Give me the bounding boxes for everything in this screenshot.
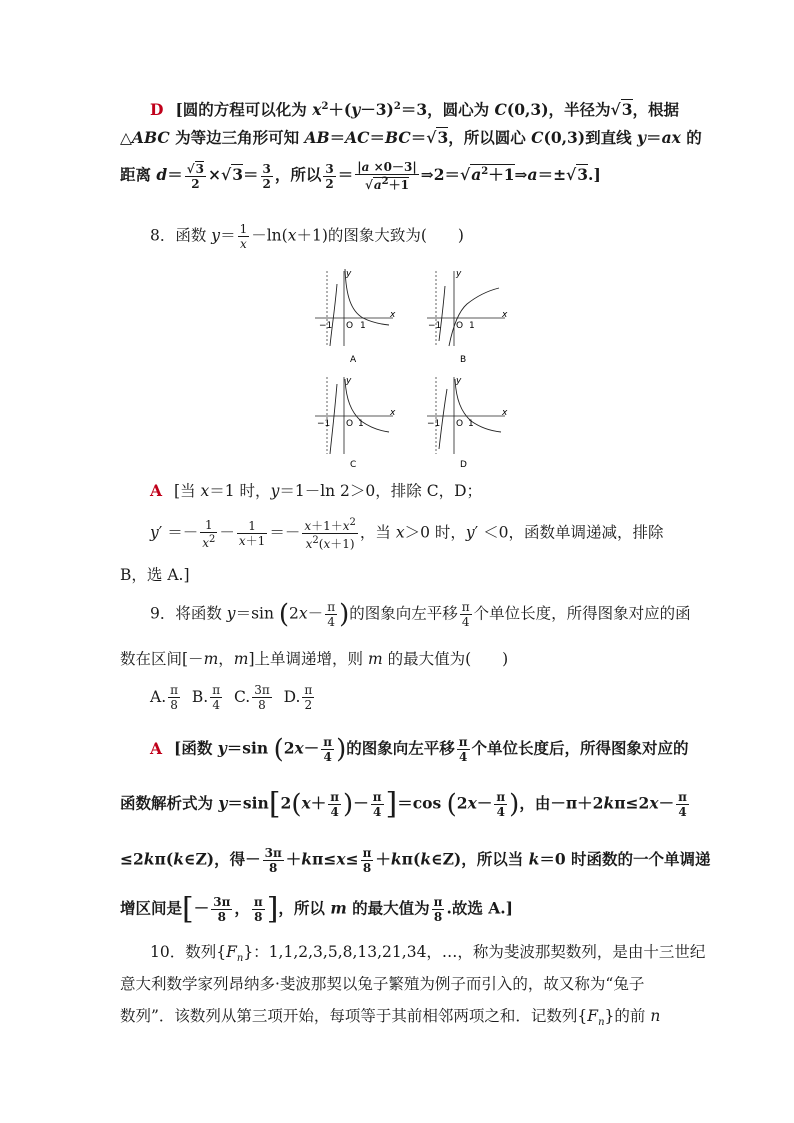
graph-b (427, 269, 508, 365)
graph-a-label: A (350, 355, 357, 365)
svg-text:1: 1 (360, 321, 366, 331)
svg-text:x: x (502, 408, 508, 418)
q9-solution-line3: ≤2kπ(k∈Z)，得－ $\frac{3\pi}{8}$ ＋kπ≤x≤ $\frac{\pi}{8}$ ＋kπ(k∈Z)，所以当 k＝0 时函数的一个单调递 (120, 846, 711, 875)
graph-a (315, 269, 396, 365)
q8-solution-line1: A [当 x＝1 时，y＝1－ln 2＞0，排除 C，D； (150, 481, 482, 500)
q9-stem-line1: 9．将函数 y＝sin (2x－ $\frac{\pi}{4}$ )的图象向左平移 $\frac{\pi}{4}$ 个单位长度，所得图象对应的函 (150, 599, 691, 630)
answer-marker: A (150, 481, 163, 500)
svg-text:O: O (456, 419, 464, 429)
q8-graph-options (313, 266, 513, 471)
svg-text:x: x (390, 310, 396, 320)
graph-d (427, 376, 508, 470)
graph-c (315, 376, 396, 470)
svg-text:−1: −1 (319, 321, 333, 331)
q9-solution-line4: 增区间是[－ $\frac{3\pi}{8}$ ， $\frac{\pi}{8}$ ]，所以 m 的最大值为 $\frac{\pi}{8}$ .故选 A.] (120, 891, 513, 927)
graph-b-label: B (460, 355, 467, 365)
svg-text:y: y (456, 269, 462, 279)
svg-text:−1: −1 (317, 419, 331, 429)
q7-solution-line2: △ABC 为等边三角形可知 AB＝AC＝BC＝√3，所以圆心 C(0,3)到直线 y＝ax 的 (120, 128, 702, 147)
q9-stem-line2: 数在区间[－m，m]上单调递增，则 m 的最大值为( ) (120, 650, 509, 668)
svg-text:−1: −1 (428, 321, 442, 331)
option-c: C. $\frac{3\pi}{8}$ (233, 683, 270, 712)
answer-marker: D (150, 100, 164, 120)
svg-text:y: y (346, 269, 352, 279)
svg-text:O: O (346, 321, 354, 331)
svg-text:O: O (346, 419, 354, 429)
q8-solution-line2: y′ ＝－ $\frac{1}{x^2}$ － $\frac{1}{x+1}$ ＝－ $\frac{x+1+x^2}{x^2(x+1)}$ ，当 x＞0 时，y′ ＜0，函数单调递减，排除 (150, 517, 664, 551)
svg-text:y: y (456, 376, 462, 386)
option-b: B. $\frac{\pi}{4}$ (191, 683, 221, 712)
svg-text:x: x (390, 408, 396, 418)
graph-c-label: C (350, 460, 357, 470)
svg-text:1: 1 (358, 419, 364, 429)
answer-marker: A (150, 738, 163, 758)
svg-text:1: 1 (468, 419, 474, 429)
q10-line1: 10．数列$\{F_n\}$：1,1,2,3,5,8,13,21,34，…，称为斐波那契数列，是由十三世纪 (150, 943, 706, 965)
q9-solution-line2: 函数解析式为 y＝sin[2(x＋ $\frac{\pi}{4}$ )－ $\frac{\pi}{4}$ ]＝cos (2x－ $\frac{\pi}{4}$ )，由－π＋2kπ≤2x－ $\frac{\pi}{4}$ (120, 786, 687, 822)
svg-text:O: O (456, 321, 464, 331)
option-a: A. $\frac{\pi}{8}$ (150, 683, 179, 712)
q10-line3: 数列”．该数列从第三项开始，每项等于其前相邻两项之和．记数列$\{F_n\}$的前 n (120, 1007, 661, 1029)
option-d: D. $\frac{\pi}{2}$ (283, 683, 313, 712)
q7-solution-line3: 距离 d＝ $\frac{√3}{2}$ ×√3＝ $\frac{3}{2}$ ，所以 $\frac{3}{2}$ ＝ $\frac{|a \times 0-3|}{√a^2+1}$ $\Rightarrow 2=√a^2+1\Rightarrow a=\pm√3$.] (120, 160, 601, 192)
svg-text:−1: −1 (427, 419, 441, 429)
svg-text:1: 1 (469, 321, 475, 331)
graph-d-label: D (460, 460, 467, 470)
q9-solution-line1: A [函数 y＝sin (2x－ $\frac{\pi}{4}$ )的图象向左平移 $\frac{\pi}{4}$ 个单位长度后，所得图象对应的 (150, 734, 689, 765)
q8-stem: 8．函数 y＝ $\frac{1}{x}$ －ln(x＋1)的图象大致为( ) (150, 222, 464, 251)
svg-text:y: y (346, 376, 352, 386)
q9-options (150, 683, 316, 712)
q10-line2: 意大利数学家列昂纳多·斐波那契以兔子繁殖为例子而引入的，故又称为“兔子 (120, 975, 645, 993)
svg-text:x: x (502, 310, 508, 320)
q8-solution-line3: B，选 A.] (120, 566, 190, 584)
q7-solution-line1: D [圆的方程可以化为 $x^2+(y-3)^2=3$，圆心为 C(0,3)，半径为√3，根据 (150, 100, 680, 120)
